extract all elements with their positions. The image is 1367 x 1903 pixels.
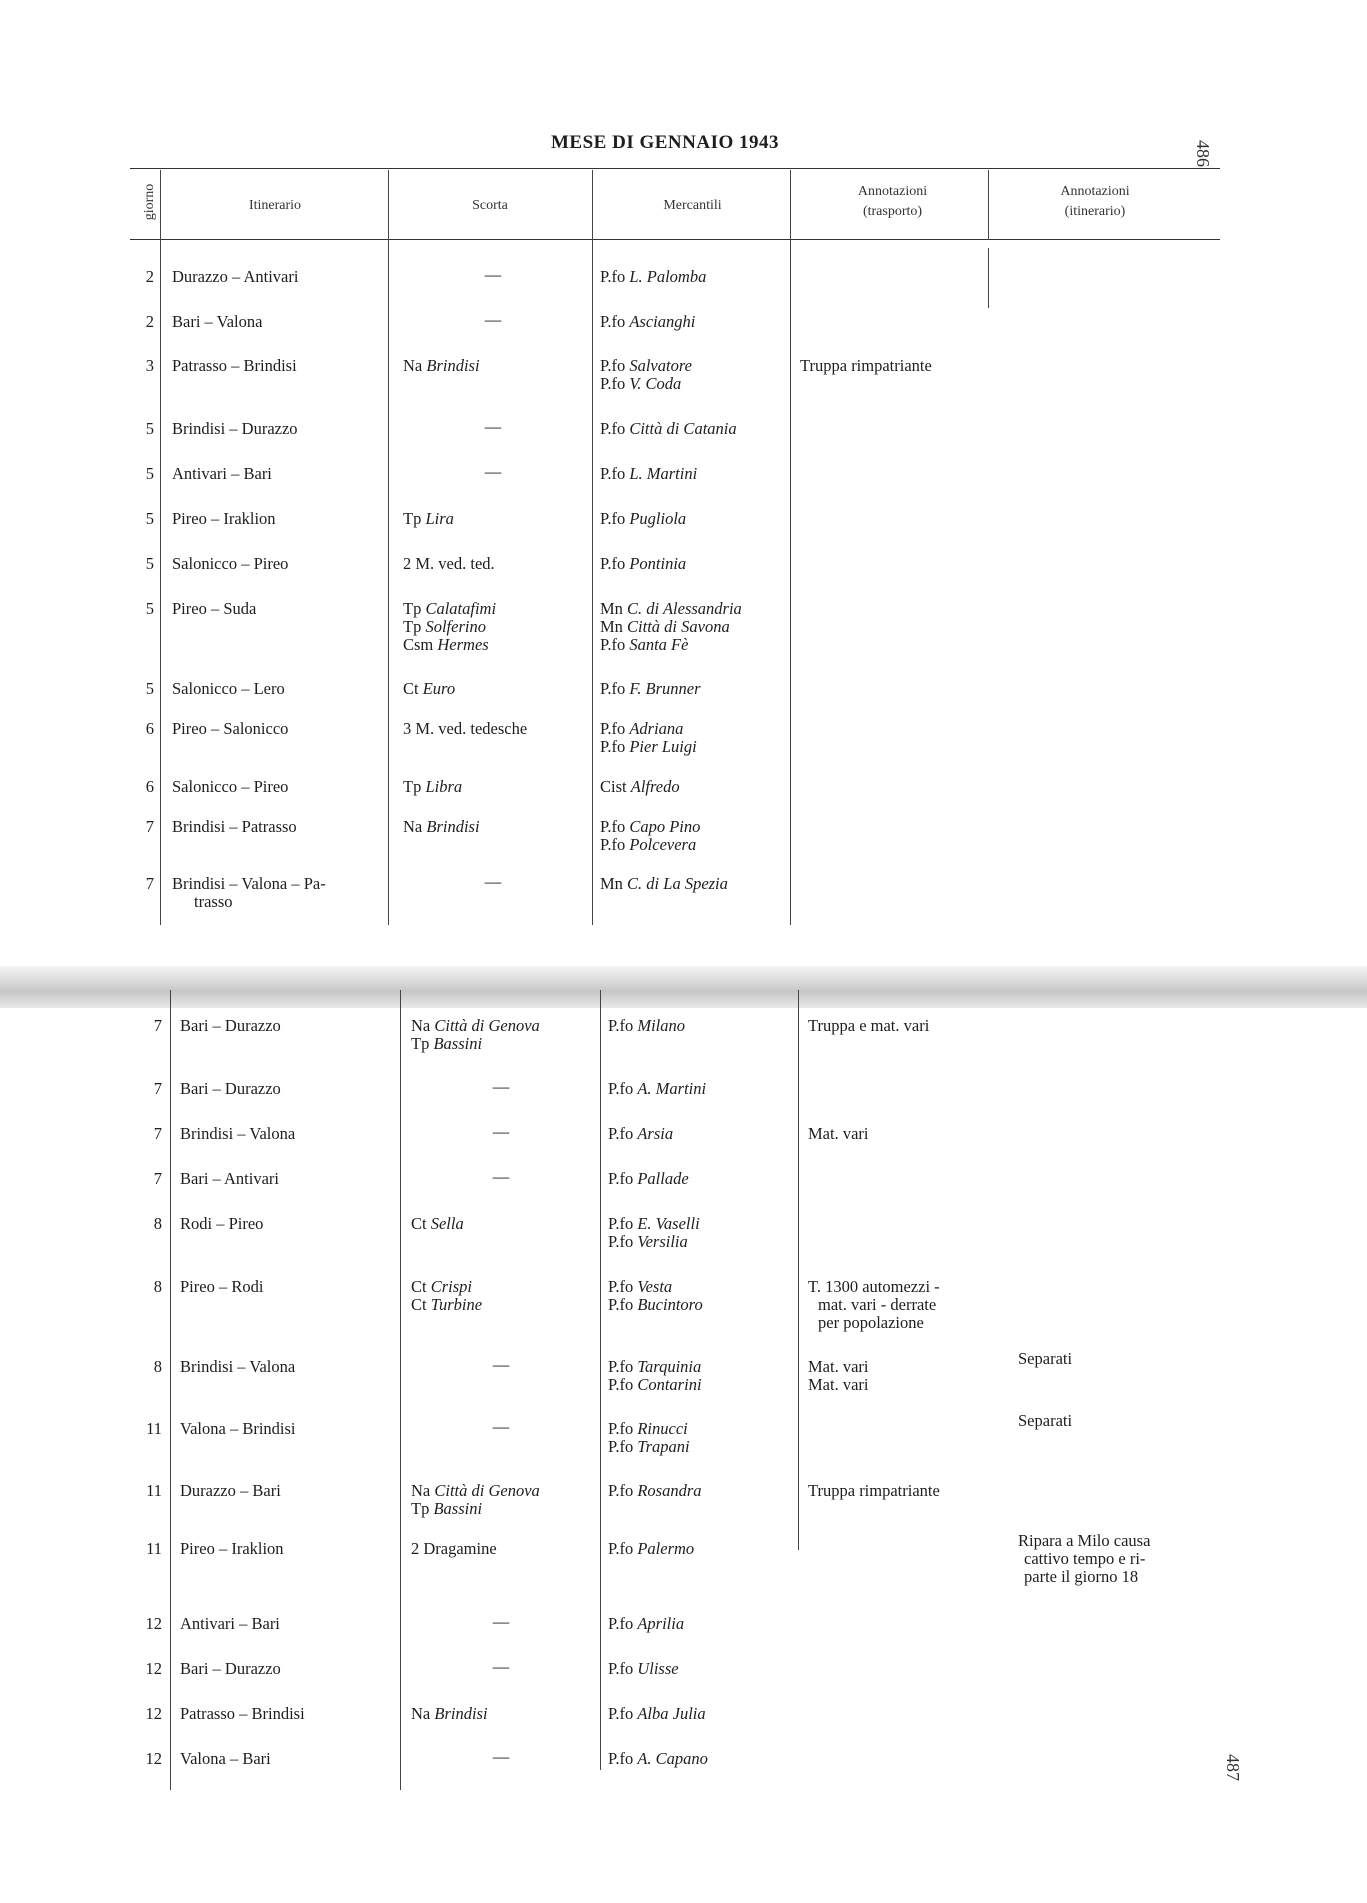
escort-entry bbox=[411, 1705, 488, 1723]
escort-type: Tp bbox=[403, 617, 422, 636]
merchant-entry bbox=[600, 313, 695, 331]
merchant-entry bbox=[600, 357, 692, 375]
route-text: Durazzo – Antivari bbox=[172, 267, 299, 286]
route-text: Brindisi – Valona bbox=[180, 1357, 296, 1376]
merchant-name: Pontinia bbox=[629, 554, 687, 573]
header-annotazioni-itinerario bbox=[995, 182, 1195, 222]
escort-type: Csm bbox=[403, 635, 434, 654]
header-annotazioni-itinerario-line2: (itinerario) bbox=[1064, 204, 1126, 219]
merchant-entry bbox=[600, 680, 701, 698]
transport-note: Mat. vari bbox=[808, 1124, 869, 1143]
merchant-entry bbox=[600, 875, 728, 893]
merchant-name: Rinucci bbox=[637, 1419, 688, 1438]
merchant-entry bbox=[608, 1615, 684, 1633]
merchant-type: P.fo bbox=[600, 554, 626, 573]
page-title: MESE DI GENNAIO 1943 bbox=[551, 132, 779, 153]
escort-name: Città di Genova bbox=[434, 1481, 540, 1500]
transport-note: Mat. vari bbox=[808, 1357, 869, 1376]
escort-entry bbox=[411, 1035, 482, 1053]
escort-type: Tp bbox=[403, 599, 422, 618]
merchant-type: P.fo bbox=[600, 374, 626, 393]
escort-entry bbox=[411, 1296, 482, 1314]
merchant-type: P.fo bbox=[608, 1079, 634, 1098]
no-escort-dash: — bbox=[484, 462, 502, 481]
escort-entry bbox=[403, 357, 480, 375]
header-annotazioni-trasporto-line2: (trasporto) bbox=[862, 204, 923, 219]
merchant-type: P.fo bbox=[600, 635, 626, 654]
escort-type: 3 M. ved. tedesche bbox=[403, 719, 528, 738]
escort-name: Euro bbox=[422, 679, 456, 698]
merchant-type: P.fo bbox=[608, 1357, 634, 1376]
header-itinerario: Itinerario bbox=[248, 198, 302, 213]
escort-type: Na bbox=[403, 356, 423, 375]
day-number: 6 bbox=[145, 777, 154, 796]
merchant-name: L. Martini bbox=[629, 464, 698, 483]
merchant-type: P.fo bbox=[608, 1749, 634, 1768]
merchant-type: P.fo bbox=[600, 267, 626, 286]
merchant-entry bbox=[600, 510, 686, 528]
merchant-type: Cist bbox=[600, 777, 627, 796]
merchant-entry bbox=[600, 778, 680, 796]
header-bottom-rule bbox=[130, 239, 1220, 240]
escort-name: Lira bbox=[425, 509, 454, 528]
merchant-type: P.fo bbox=[608, 1016, 634, 1035]
column-rule-itinerario bbox=[388, 170, 389, 925]
transport-note: T. 1300 automezzi - bbox=[808, 1277, 940, 1296]
merchant-name: F. Brunner bbox=[629, 679, 701, 698]
escort-entry bbox=[403, 618, 486, 636]
merchant-entry bbox=[608, 1125, 673, 1143]
day-number: 5 bbox=[145, 464, 154, 483]
route-text: Bari – Durazzo bbox=[180, 1079, 281, 1098]
merchant-type: P.fo bbox=[600, 835, 626, 854]
itinerary-note: Ripara a Milo causa bbox=[1018, 1531, 1151, 1550]
merchant-name: V. Coda bbox=[629, 374, 682, 393]
merchant-entry bbox=[608, 1482, 702, 1500]
merchant-type: P.fo bbox=[600, 464, 626, 483]
day-number: 8 bbox=[153, 1214, 162, 1233]
escort-type: Tp bbox=[403, 509, 422, 528]
day-number: 7 bbox=[153, 1169, 162, 1188]
route-text: Pireo – Salonicco bbox=[172, 719, 289, 738]
no-escort-dash: — bbox=[484, 310, 502, 329]
escort-type: 2 Dragamine bbox=[411, 1539, 497, 1558]
day-number: 5 bbox=[145, 509, 154, 528]
day-number: 12 bbox=[145, 1659, 162, 1678]
day-number: 12 bbox=[145, 1704, 162, 1723]
transport-note: Truppa rimpatriante bbox=[808, 1481, 940, 1500]
no-escort-dash: — bbox=[492, 1657, 510, 1676]
escort-entry bbox=[411, 1540, 497, 1558]
merchant-name: A. Capano bbox=[637, 1749, 708, 1768]
escort-entry bbox=[403, 818, 480, 836]
merchant-name: L. Palomba bbox=[629, 267, 707, 286]
merchant-entry bbox=[608, 1750, 708, 1768]
header-mercantili: Mercantili bbox=[663, 198, 722, 213]
column-rule-mercantili-bottom bbox=[798, 990, 799, 1550]
merchant-name: C. di La Spezia bbox=[627, 874, 728, 893]
escort-name: Bassini bbox=[433, 1499, 483, 1518]
day-number: 5 bbox=[145, 419, 154, 438]
merchant-type: P.fo bbox=[608, 1614, 634, 1633]
escort-name: Turbine bbox=[430, 1295, 483, 1314]
transport-note: mat. vari - derrate bbox=[818, 1295, 937, 1314]
merchant-entry bbox=[600, 818, 700, 836]
page-fold bbox=[0, 966, 1367, 1008]
header-annotazioni-itinerario-line1: Annotazioni bbox=[1060, 184, 1130, 199]
route-text: Salonicco – Pireo bbox=[172, 777, 289, 796]
merchant-type: P.fo bbox=[600, 419, 626, 438]
escort-type: Tp bbox=[403, 777, 422, 796]
merchant-entry bbox=[608, 1278, 672, 1296]
no-escort-dash: — bbox=[484, 872, 502, 891]
merchant-type: P.fo bbox=[608, 1659, 634, 1678]
route-text: Salonicco – Pireo bbox=[172, 554, 289, 573]
merchant-name: Versilia bbox=[637, 1232, 688, 1251]
header-scorta: Scorta bbox=[472, 198, 508, 213]
day-number: 11 bbox=[146, 1481, 162, 1500]
merchant-type: Mn bbox=[600, 874, 623, 893]
merchant-type: P.fo bbox=[608, 1375, 634, 1394]
merchant-entry bbox=[600, 375, 681, 393]
column-rule-scorta-bottom bbox=[600, 990, 601, 1770]
escort-name: Città di Genova bbox=[434, 1016, 540, 1035]
escort-entry bbox=[403, 720, 527, 738]
route-text: Brindisi – Patrasso bbox=[172, 817, 297, 836]
column-rule-scorta bbox=[592, 170, 593, 925]
escort-entry bbox=[403, 680, 455, 698]
merchant-type: P.fo bbox=[608, 1169, 634, 1188]
merchant-name: E. Vaselli bbox=[637, 1214, 700, 1233]
escort-entry bbox=[403, 555, 495, 573]
merchant-entry bbox=[600, 720, 683, 738]
day-number: 7 bbox=[153, 1079, 162, 1098]
merchant-entry bbox=[608, 1660, 679, 1678]
merchant-entry bbox=[600, 618, 730, 636]
merchant-entry bbox=[600, 636, 688, 654]
merchant-name: Ascianghi bbox=[629, 312, 696, 331]
transport-note: per popolazione bbox=[818, 1313, 924, 1332]
escort-type: Ct bbox=[411, 1214, 427, 1233]
merchant-entry bbox=[608, 1376, 702, 1394]
merchant-entry bbox=[608, 1540, 694, 1558]
route-text: Patrasso – Brindisi bbox=[172, 356, 297, 375]
escort-name: Crispi bbox=[430, 1277, 472, 1296]
transport-note: Truppa e mat. vari bbox=[808, 1016, 930, 1035]
escort-name: Hermes bbox=[437, 635, 489, 654]
merchant-entry bbox=[600, 836, 696, 854]
page-number-bottom: 487 bbox=[1223, 1754, 1243, 1781]
route-text: Valona – Bari bbox=[180, 1749, 271, 1768]
transport-note: Mat. vari bbox=[808, 1375, 869, 1394]
merchant-type: P.fo bbox=[608, 1704, 634, 1723]
merchant-name: Contarini bbox=[637, 1375, 702, 1394]
header-giorno: giorno bbox=[142, 183, 157, 221]
route-text: Bari – Durazzo bbox=[180, 1659, 281, 1678]
merchant-name: Città di Savona bbox=[627, 617, 730, 636]
escort-entry bbox=[403, 600, 496, 618]
column-rule-trasporto bbox=[988, 170, 989, 240]
itinerary-note: cattivo tempo e ri- bbox=[1024, 1549, 1146, 1568]
day-number: 12 bbox=[145, 1749, 162, 1768]
day-number: 5 bbox=[145, 599, 154, 618]
column-rule-giorno bbox=[160, 170, 161, 925]
route-text: Pireo – Rodi bbox=[180, 1277, 264, 1296]
itinerary-note: parte il giorno 18 bbox=[1024, 1567, 1139, 1586]
merchant-type: P.fo bbox=[608, 1214, 634, 1233]
header-top-rule bbox=[130, 168, 1220, 169]
header-annotazioni-trasporto-line1: Annotazioni bbox=[857, 184, 928, 199]
day-number: 8 bbox=[153, 1357, 162, 1376]
day-number: 6 bbox=[145, 719, 154, 738]
merchant-name: Arsia bbox=[637, 1124, 674, 1143]
merchant-entry bbox=[608, 1017, 685, 1035]
escort-type: 2 M. ved. ted. bbox=[403, 554, 495, 573]
escort-type: Tp bbox=[411, 1034, 430, 1053]
day-number: 7 bbox=[153, 1124, 162, 1143]
merchant-name: Aprilia bbox=[637, 1614, 685, 1633]
no-escort-dash: — bbox=[492, 1167, 510, 1186]
day-number: 7 bbox=[145, 874, 154, 893]
merchant-type: Mn bbox=[600, 617, 623, 636]
merchant-type: P.fo bbox=[608, 1295, 634, 1314]
merchant-name: Pallade bbox=[637, 1169, 689, 1188]
merchant-name: Adriana bbox=[629, 719, 684, 738]
merchant-entry bbox=[600, 268, 706, 286]
merchant-name: Pier Luigi bbox=[629, 737, 697, 756]
route-text: Brindisi – Valona bbox=[180, 1124, 296, 1143]
merchant-name: Bucintoro bbox=[637, 1295, 703, 1314]
route-text: Salonicco – Lero bbox=[172, 679, 285, 698]
merchant-name: Trapani bbox=[637, 1437, 690, 1456]
merchant-name: Pugliola bbox=[629, 509, 687, 528]
merchant-type: P.fo bbox=[600, 679, 626, 698]
escort-entry bbox=[411, 1500, 482, 1518]
merchant-name: C. di Alessandria bbox=[627, 599, 742, 618]
no-escort-dash: — bbox=[492, 1122, 510, 1141]
escort-name: Brindisi bbox=[426, 356, 480, 375]
day-number: 3 bbox=[145, 356, 154, 375]
day-number: 2 bbox=[145, 267, 154, 286]
escort-name: Brindisi bbox=[426, 817, 480, 836]
merchant-entry bbox=[608, 1215, 700, 1233]
merchant-entry bbox=[608, 1705, 706, 1723]
day-number: 8 bbox=[153, 1277, 162, 1296]
merchant-name: Salvatore bbox=[629, 356, 692, 375]
merchant-entry bbox=[600, 600, 742, 618]
escort-type: Na bbox=[411, 1016, 431, 1035]
no-escort-dash: — bbox=[484, 265, 502, 284]
no-escort-dash: — bbox=[492, 1747, 510, 1766]
no-escort-dash: — bbox=[492, 1077, 510, 1096]
route-text: Pireo – Iraklion bbox=[180, 1539, 284, 1558]
escort-entry bbox=[411, 1215, 464, 1233]
escort-type: Na bbox=[411, 1704, 431, 1723]
merchant-name: Ulisse bbox=[637, 1659, 679, 1678]
merchant-entry bbox=[600, 555, 686, 573]
day-number: 11 bbox=[146, 1419, 162, 1438]
no-escort-dash: — bbox=[484, 417, 502, 436]
escort-entry bbox=[403, 778, 462, 796]
escort-name: Calatafimi bbox=[425, 599, 497, 618]
route-text: Bari – Antivari bbox=[180, 1169, 279, 1188]
escort-entry bbox=[403, 510, 454, 528]
route-text: Pireo – Iraklion bbox=[172, 509, 276, 528]
route-text: Brindisi – Valona – Pa- bbox=[172, 874, 326, 893]
no-escort-dash: — bbox=[492, 1417, 510, 1436]
escort-type: Na bbox=[411, 1481, 431, 1500]
merchant-type: P.fo bbox=[608, 1539, 634, 1558]
escort-entry bbox=[411, 1482, 540, 1500]
escort-name: Libra bbox=[425, 777, 463, 796]
merchant-type: P.fo bbox=[600, 817, 626, 836]
merchant-type: P.fo bbox=[608, 1124, 634, 1143]
day-number: 7 bbox=[145, 817, 154, 836]
transport-note: Truppa rimpatriante bbox=[800, 356, 932, 375]
escort-entry bbox=[411, 1278, 472, 1296]
route-text: Pireo – Suda bbox=[172, 599, 257, 618]
escort-name: Brindisi bbox=[434, 1704, 488, 1723]
merchant-type: P.fo bbox=[600, 509, 626, 528]
merchant-name: Tarquinia bbox=[637, 1357, 702, 1376]
column-rule-giorno-bottom bbox=[170, 990, 171, 1790]
merchant-name: Polcevera bbox=[629, 835, 697, 854]
merchant-name: Alfredo bbox=[630, 777, 680, 796]
column-rule-itinerario-bottom bbox=[400, 990, 401, 1790]
header-annotazioni-trasporto bbox=[795, 182, 990, 222]
escort-name: Sella bbox=[430, 1214, 464, 1233]
merchant-type: P.fo bbox=[608, 1481, 634, 1500]
route-text: Rodi – Pireo bbox=[180, 1214, 264, 1233]
merchant-type: P.fo bbox=[600, 356, 626, 375]
route-text: Bari – Durazzo bbox=[180, 1016, 281, 1035]
escort-name: Bassini bbox=[433, 1034, 483, 1053]
merchant-entry bbox=[608, 1420, 688, 1438]
route-text: Antivari – Bari bbox=[172, 464, 272, 483]
page-number-top: 486 bbox=[1193, 140, 1213, 167]
day-number: 12 bbox=[145, 1614, 162, 1633]
merchant-type: P.fo bbox=[608, 1419, 634, 1438]
merchant-entry bbox=[608, 1080, 706, 1098]
escort-name: Solferino bbox=[425, 617, 486, 636]
day-number: 5 bbox=[145, 679, 154, 698]
merchant-name: Milano bbox=[637, 1016, 686, 1035]
route-text: Durazzo – Bari bbox=[180, 1481, 281, 1500]
merchant-type: P.fo bbox=[600, 737, 626, 756]
merchant-type: P.fo bbox=[608, 1437, 634, 1456]
merchant-type: P.fo bbox=[600, 719, 626, 738]
merchant-name: Alba Julia bbox=[637, 1704, 706, 1723]
no-escort-dash: — bbox=[492, 1612, 510, 1631]
merchant-name: Palermo bbox=[637, 1539, 695, 1558]
day-number: 7 bbox=[153, 1016, 162, 1035]
merchant-type: Mn bbox=[600, 599, 623, 618]
merchant-type: P.fo bbox=[600, 312, 626, 331]
route-text: trasso bbox=[194, 892, 233, 911]
merchant-entry bbox=[600, 465, 697, 483]
route-text: Valona – Brindisi bbox=[180, 1419, 296, 1438]
itinerary-note: Separati bbox=[1018, 1349, 1073, 1368]
merchant-entry bbox=[608, 1170, 689, 1188]
route-text: Patrasso – Brindisi bbox=[180, 1704, 305, 1723]
merchant-entry bbox=[600, 420, 737, 438]
merchant-name: Vesta bbox=[637, 1277, 673, 1296]
route-text: Brindisi – Durazzo bbox=[172, 419, 298, 438]
merchant-entry bbox=[600, 738, 697, 756]
escort-type: Tp bbox=[411, 1499, 430, 1518]
escort-entry bbox=[411, 1017, 540, 1035]
merchant-name: A. Martini bbox=[637, 1079, 707, 1098]
day-number: 2 bbox=[145, 312, 154, 331]
escort-type: Ct bbox=[411, 1277, 427, 1296]
escort-type: Na bbox=[403, 817, 423, 836]
merchant-name: Rosandra bbox=[637, 1481, 702, 1500]
column-rule-mercantili bbox=[790, 170, 791, 925]
merchant-entry bbox=[608, 1438, 690, 1456]
escort-type: Ct bbox=[403, 679, 419, 698]
no-escort-dash: — bbox=[492, 1355, 510, 1374]
itinerary-note: Separati bbox=[1018, 1411, 1073, 1430]
merchant-type: P.fo bbox=[608, 1277, 634, 1296]
merchant-entry bbox=[608, 1233, 688, 1251]
merchant-entry bbox=[608, 1296, 703, 1314]
merchant-type: P.fo bbox=[608, 1232, 634, 1251]
route-text: Bari – Valona bbox=[172, 312, 263, 331]
route-text: Antivari – Bari bbox=[180, 1614, 280, 1633]
escort-type: Ct bbox=[411, 1295, 427, 1314]
day-number: 5 bbox=[145, 554, 154, 573]
merchant-name: Capo Pino bbox=[629, 817, 701, 836]
escort-entry bbox=[403, 636, 489, 654]
day-number: 11 bbox=[146, 1539, 162, 1558]
merchant-entry bbox=[608, 1358, 701, 1376]
column-rule-trasporto-body bbox=[988, 248, 989, 308]
merchant-name: Santa Fè bbox=[629, 635, 689, 654]
merchant-name: Città di Catania bbox=[629, 419, 737, 438]
